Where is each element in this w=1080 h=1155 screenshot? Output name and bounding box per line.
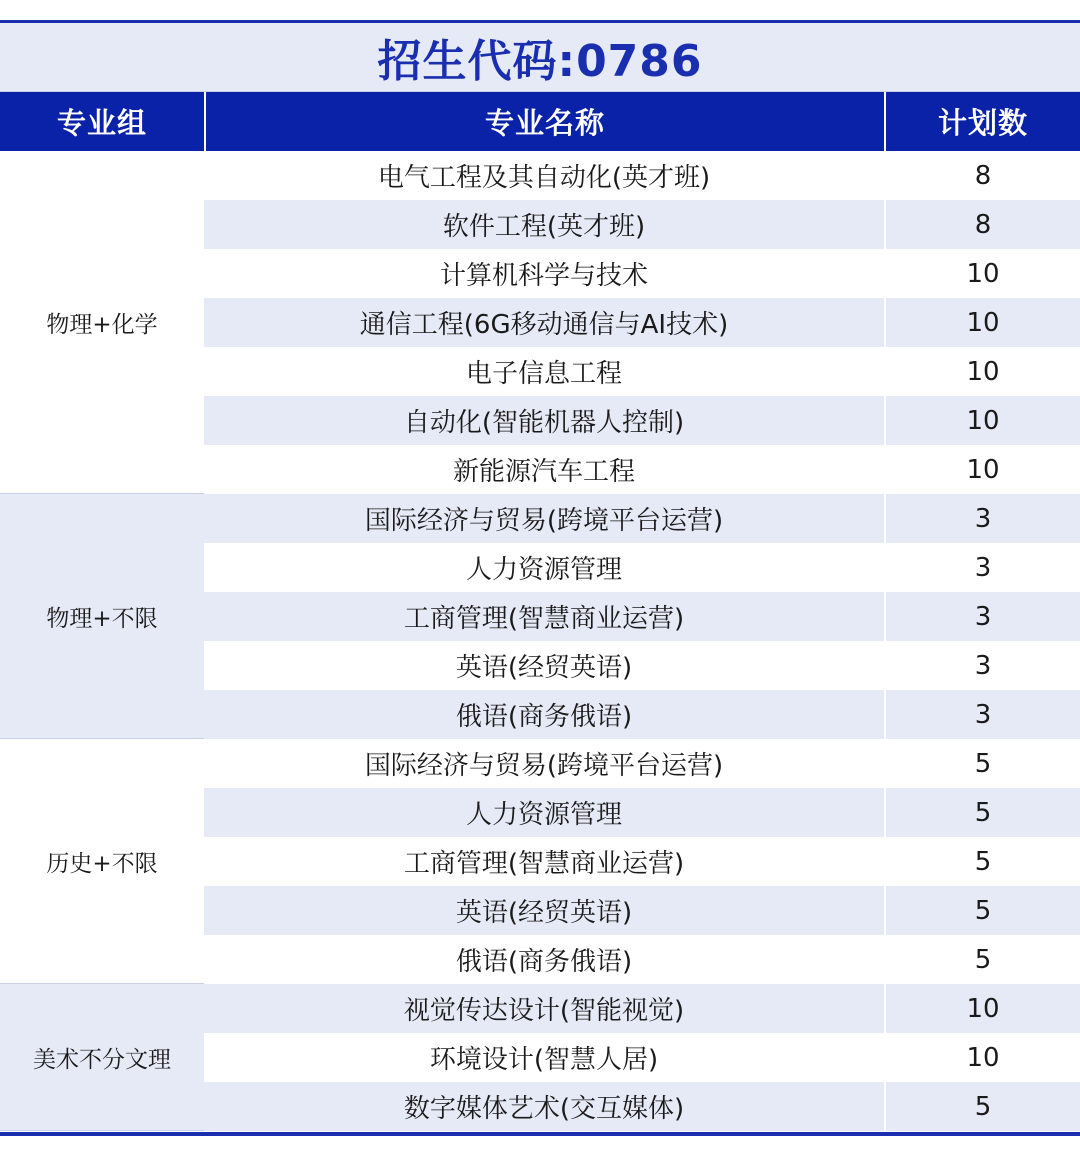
group-cell: 物理+不限 <box>0 494 204 739</box>
page-title: 招生代码:0786 <box>377 36 703 87</box>
count-cell: 5 <box>884 886 1080 935</box>
count-cell: 10 <box>884 298 1080 347</box>
count-cell: 10 <box>884 396 1080 445</box>
group-cell: 物理+化学 <box>0 151 204 494</box>
count-cell: 3 <box>884 543 1080 592</box>
count-cell: 5 <box>884 837 1080 886</box>
count-cell: 10 <box>884 1033 1080 1082</box>
major-cell: 人力资源管理 <box>204 788 884 837</box>
major-cell: 计算机科学与技术 <box>204 249 884 298</box>
major-cell: 新能源汽车工程 <box>204 445 884 494</box>
count-cell: 5 <box>884 935 1080 984</box>
major-cell: 环境设计(智慧人居) <box>204 1033 884 1082</box>
count-cell: 5 <box>884 739 1080 788</box>
count-cell: 10 <box>884 249 1080 298</box>
count-cell: 10 <box>884 347 1080 396</box>
header-major: 专业名称 <box>204 92 884 151</box>
header-group: 专业组 <box>56 106 147 140</box>
header-count: 计划数 <box>884 92 1080 151</box>
major-cell: 国际经济与贸易(跨境平台运营) <box>204 494 884 543</box>
major-cell: 国际经济与贸易(跨境平台运营) <box>204 739 884 788</box>
count-cell: 10 <box>884 445 1080 494</box>
major-cell: 俄语(商务俄语) <box>204 690 884 739</box>
major-cell: 视觉传达设计(智能视觉) <box>204 984 884 1033</box>
count-cell: 10 <box>884 984 1080 1033</box>
count-cell: 3 <box>884 592 1080 641</box>
major-cell: 软件工程(英才班) <box>204 200 884 249</box>
count-cell: 8 <box>884 200 1080 249</box>
major-cell: 人力资源管理 <box>204 543 884 592</box>
admissions-table-frame <box>0 20 1080 1136</box>
group-cell: 美术不分文理 <box>0 984 204 1131</box>
table-header <box>0 92 1080 151</box>
major-cell: 英语(经贸英语) <box>204 641 884 690</box>
count-cell: 3 <box>884 641 1080 690</box>
table-body <box>0 151 1080 1131</box>
title-bar <box>0 23 1080 92</box>
count-cell: 3 <box>884 690 1080 739</box>
count-cell: 3 <box>884 494 1080 543</box>
major-cell: 电气工程及其自动化(英才班) <box>204 151 884 200</box>
count-cell: 8 <box>884 151 1080 200</box>
major-cell: 自动化(智能机器人控制) <box>204 396 884 445</box>
major-cell: 通信工程(6G移动通信与AI技术) <box>204 298 884 347</box>
major-cell: 俄语(商务俄语) <box>204 935 884 984</box>
major-cell: 电子信息工程 <box>204 347 884 396</box>
major-cell: 数字媒体艺术(交互媒体) <box>204 1082 884 1131</box>
major-cell: 工商管理(智慧商业运营) <box>204 837 884 886</box>
count-cell: 5 <box>884 788 1080 837</box>
group-cell: 历史+不限 <box>0 739 204 984</box>
major-cell: 工商管理(智慧商业运营) <box>204 592 884 641</box>
count-cell: 5 <box>884 1082 1080 1131</box>
major-cell: 英语(经贸英语) <box>204 886 884 935</box>
